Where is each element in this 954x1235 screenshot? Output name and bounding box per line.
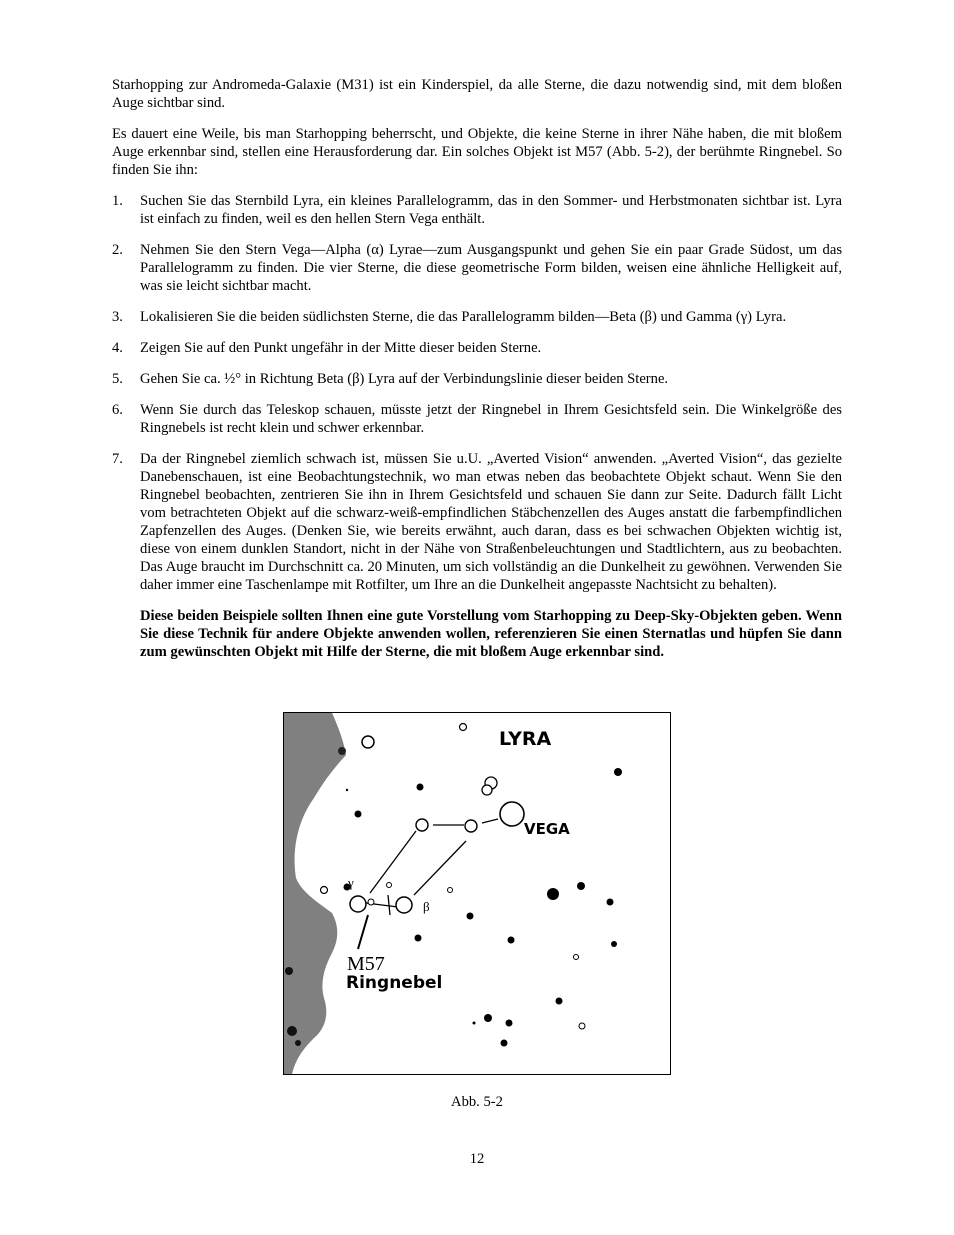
star xyxy=(287,1026,297,1036)
vega-star xyxy=(500,802,524,826)
constellation-line xyxy=(482,819,498,823)
star xyxy=(574,955,579,960)
constellation-line xyxy=(370,831,416,893)
m57-label: M57 xyxy=(347,953,385,975)
star xyxy=(473,1022,476,1025)
list-item: 7. Da der Ringnebel ziemlich schwach ist, müssen Sie u.U. „Averted Vision“ anwenden. „Averted Vision“, das gezielte Danebenschauen, ist eine Beobachtungstechnik, wo man etwas neben das beobachtete Objekt schaut. Wenn Sie den Ringnebel beobachten, zentrieren Sie ihn in Ihrem Gesichtsfeld und schauen Sie dann zur Seite. Dadurch fällt Licht vom betrachteten Objekt auf die schwarz-weiß-empfindlichen Stäbchenzellen des Auges anstatt die farbempfindlichen Zapfenzellen des Auges. (Denken Sie, wie bereits erwähnt, auch daran, dass es bei schwachen Objekten wichtig ist, diese von einem dunklen Standort, nicht in der Nähe von Straßenbeleuchtungen und Stadtlichtern, aus zu beobachten. Das Auge braucht im Durchschnitt ca. 20 Minuten, um sich vollständig an die Dunkelheit zu gewöhnen. Verwenden Sie daher immer eine Taschenlampe mit Rotfilter, um Ihre an die Dunkelheit angepasste Nachtsicht zu behalten). xyxy=(112,451,842,593)
constellation-line xyxy=(358,915,368,949)
intro-paragraph-1: Starhopping zur Andromeda-Galaxie (M31) ist ein Kinderspiel, da alle Sterne, die dazu notwendig sind, mit dem bloßen Auge sichtbar sind. xyxy=(112,77,842,111)
star xyxy=(614,768,622,776)
star xyxy=(362,736,374,748)
gamma-star xyxy=(350,896,366,912)
constellation-line xyxy=(414,841,466,895)
beta-star xyxy=(396,897,412,913)
star xyxy=(285,967,293,975)
list-item: 5. Gehen Sie ca. ½° in Richtung Beta (β) Lyra auf der Verbindungslinie dieser beiden Sterne. xyxy=(112,371,669,387)
m57-ring-nebula xyxy=(368,899,374,905)
star xyxy=(355,811,362,818)
star xyxy=(577,882,585,890)
constellation-label: LYRA xyxy=(499,728,552,750)
milky-way-region xyxy=(284,713,346,1074)
star xyxy=(417,784,424,791)
list-item: 6. Wenn Sie durch das Teleskop schauen, müsste jetzt der Ringnebel in Ihrem Gesichtsfeld sein. Die Winkelgröße des Ringnebels ist recht klein und schwer erkennbar. xyxy=(112,402,842,436)
beta-label: β xyxy=(423,899,430,914)
figure-caption: Abb. 5-2 xyxy=(451,1094,503,1110)
gamma-label: γ xyxy=(348,875,354,890)
star xyxy=(467,913,474,920)
star xyxy=(416,819,428,831)
star xyxy=(547,888,559,900)
list-item: 1. Suchen Sie das Sternbild Lyra, ein kleines Parallelogramm, das in den Sommer- und Herbstmonaten sichtbar ist. Lyra ist einfach zu finden, weil es den hellen Stern Vega enthält. xyxy=(112,193,842,227)
star xyxy=(387,883,392,888)
star xyxy=(611,941,617,947)
list-item: 2. Nehmen Sie den Stern Vega—Alpha (α) Lyrae—zum Ausgangspunkt und gehen Sie ein paar Grade Südost, um das Parallelogramm zu finden. Die vier Sterne, die diese geometrische Form bilden, weisen eine ähnliche Helligkeit auf, was sie leicht sichtbar macht. xyxy=(112,242,842,294)
star xyxy=(607,899,614,906)
star xyxy=(415,935,422,942)
star xyxy=(295,1040,301,1046)
star xyxy=(556,998,563,1005)
star xyxy=(321,887,328,894)
steps-list xyxy=(112,192,842,594)
list-item: 4. Zeigen Sie auf den Punkt ungefähr in der Mitte dieser beiden Sterne. xyxy=(112,340,542,356)
lyra-star-chart xyxy=(283,712,671,1075)
intro-paragraph-2: Es dauert eine Weile, bis man Starhopping beherrscht, und Objekte, die keine Sterne in ihrer Nähe haben, die mit bloßem Auge erkennbar sind, stellen eine Herausforderung dar. Ein solches Objekt ist M57 (Abb. 5-2), der berühmte Ringnebel. So finden Sie ihn: xyxy=(112,126,842,178)
star xyxy=(448,888,453,893)
star xyxy=(506,1020,513,1027)
star xyxy=(579,1023,585,1029)
star xyxy=(482,785,492,795)
list-item: 3. Lokalisieren Sie die beiden südlichsten Sterne, die das Parallelogramm bilden—Beta (β) und Gamma (γ) Lyra. xyxy=(112,309,787,325)
vega-label: VEGA xyxy=(524,820,570,838)
page-number: 12 xyxy=(469,1151,485,1167)
star xyxy=(465,820,477,832)
star xyxy=(501,1040,508,1047)
star xyxy=(508,937,515,944)
summary-paragraph: Diese beiden Beispiele sollten Ihnen eine gute Vorstellung vom Starhopping zu Deep-Sky-Objekten geben. Wenn Sie diese Technik für andere Objekte anwenden wollen, referenzieren Sie einen Sternatlas und hüpfen Sie dann zum gewünschten Objekt mit Hilfe der Sterne, die mit bloßem Auge erkennbar sind. xyxy=(140,608,842,660)
constellation-line xyxy=(388,895,390,915)
star xyxy=(484,1014,492,1022)
star xyxy=(346,789,348,791)
star xyxy=(338,747,346,755)
ring-nebula-label: Ringnebel xyxy=(346,973,443,993)
page-body xyxy=(112,76,842,661)
star xyxy=(460,724,467,731)
